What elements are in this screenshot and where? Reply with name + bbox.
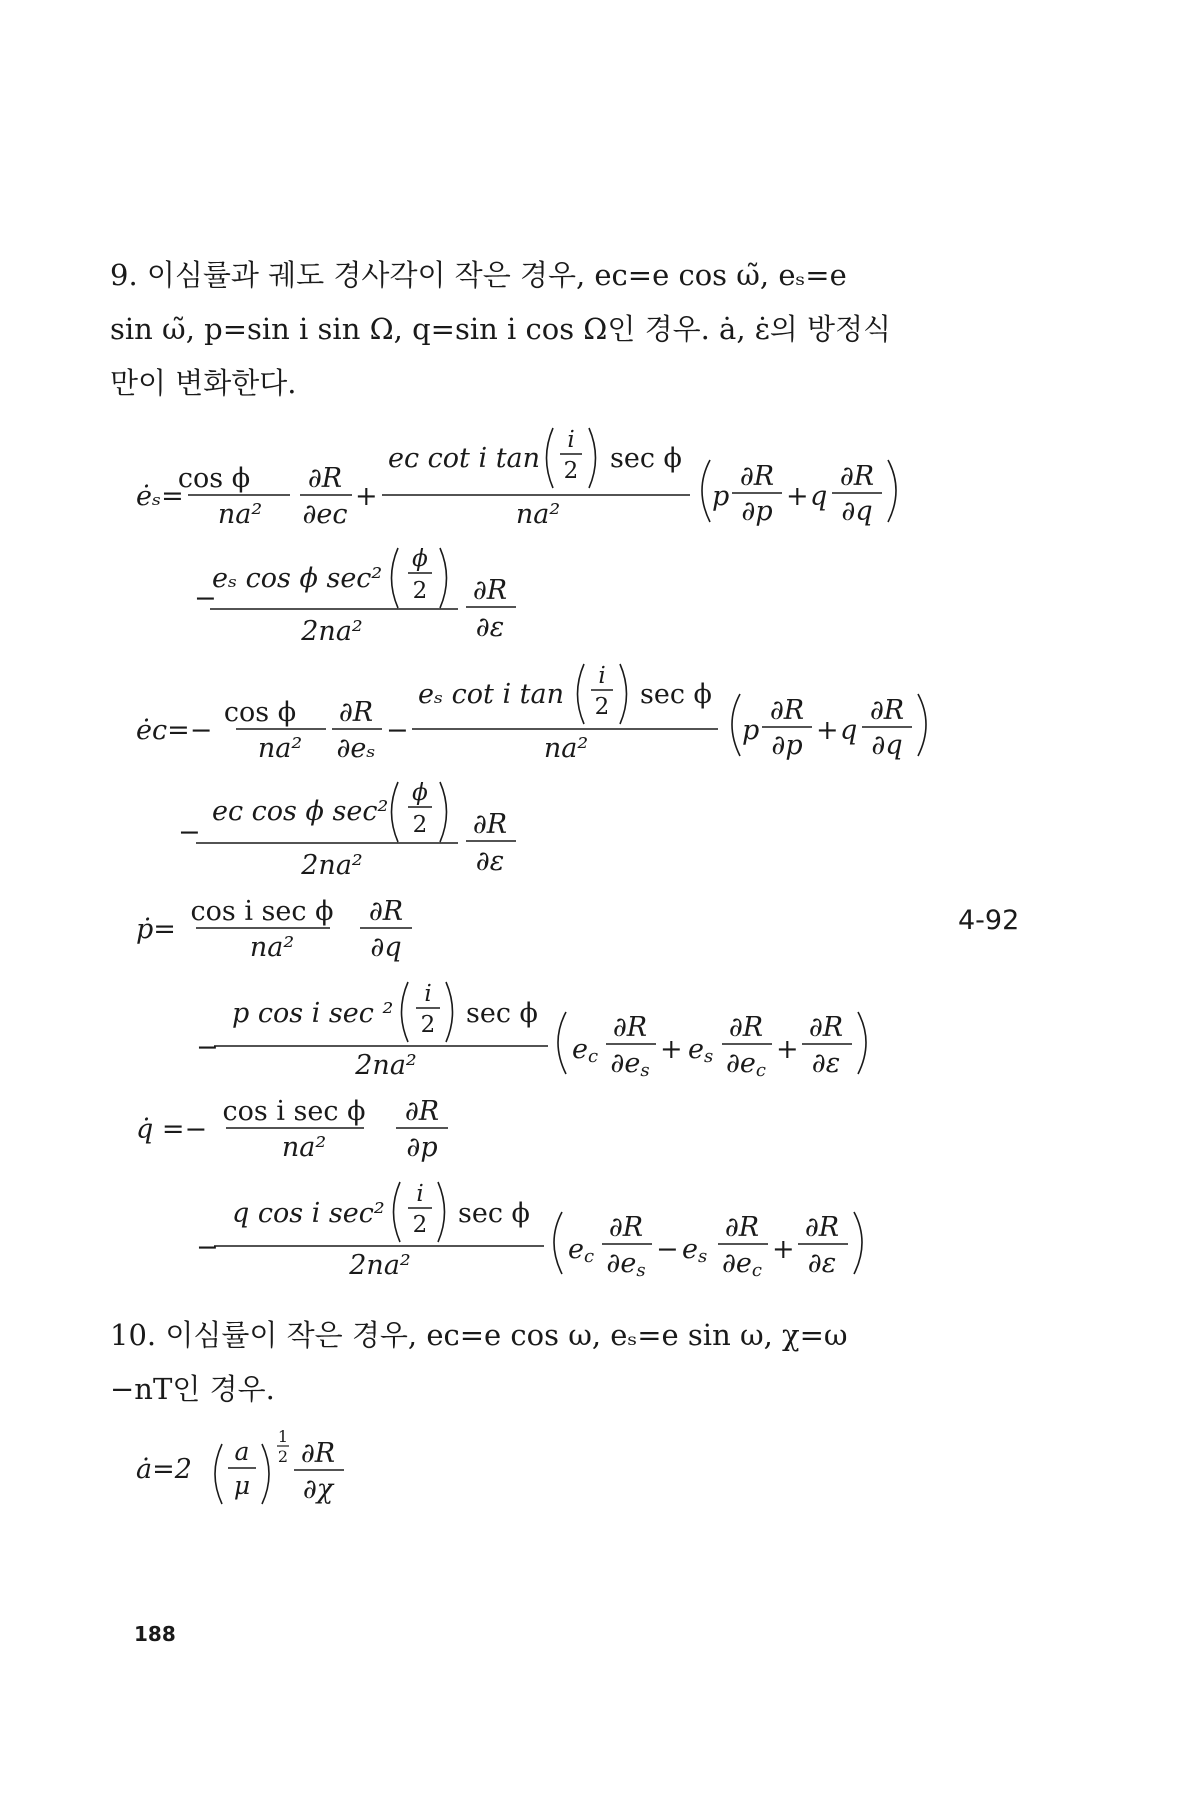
q-t2-den: 2na²: [349, 1250, 411, 1281]
section-10-number: 10.: [110, 1318, 157, 1352]
svg-text:∂ε: ∂ε: [475, 846, 505, 877]
equation-ec-dot: [136, 663, 926, 881]
a-dot-lhs: ȧ=2: [136, 1454, 192, 1485]
svg-text:2: 2: [412, 812, 428, 838]
q-t1-num: cos i sec ϕ: [222, 1096, 366, 1127]
a-dot-dR: ∂R: [300, 1438, 336, 1469]
svg-text:p: p: [742, 715, 760, 746]
svg-text:sec ϕ: sec ϕ: [640, 679, 712, 710]
p-dot-lhs: ṗ=: [136, 914, 176, 945]
svg-text:+: +: [772, 1234, 795, 1265]
es-q-term: q: [810, 481, 828, 512]
es-dRdp-num: ∂R: [739, 461, 775, 492]
ec-t2-num: eₛ cot i tan: [418, 679, 565, 710]
svg-text:∂R: ∂R: [612, 1012, 648, 1043]
ec-dot-lhs: ėᴄ=−: [136, 715, 213, 746]
equation-number: 4-92: [958, 905, 1020, 936]
ec-t1-num: cos ϕ: [223, 697, 297, 728]
svg-text:ec: ec: [572, 1034, 599, 1067]
section-9-line-1: 이심률과 궤도 경사각이 작은 경우, eᴄ=e cos ω̃, eₛ=e: [146, 258, 847, 292]
es-t1b-den: ∂eᴄ: [302, 499, 348, 530]
equation-a-dot: [136, 1427, 344, 1505]
svg-text:2: 2: [594, 694, 610, 720]
section-10-text: [110, 1308, 1020, 1416]
q-dot-lhs: q̇ =−: [136, 1114, 208, 1145]
es-t1-num: cos ϕ: [177, 463, 251, 494]
section-9-number: 9.: [110, 258, 138, 292]
svg-text:−: −: [178, 817, 201, 848]
es-plus: +: [355, 481, 378, 512]
section-9-line-2: sin ω̃, p=sin i sin Ω, q=sin i cos Ω인 경우. ȧ, ε̇의 방정식: [110, 312, 892, 346]
es-t2-den: na²: [515, 499, 561, 530]
svg-text:∂R: ∂R: [724, 1212, 760, 1243]
ec-t1b-num: ∂R: [338, 697, 374, 728]
a-dot-exp-num: 1: [277, 1427, 289, 1446]
ec-t3-den: 2na²: [301, 850, 363, 881]
q-t1b-num: ∂R: [404, 1096, 440, 1127]
svg-text:∂R: ∂R: [808, 1012, 844, 1043]
q-t2-num: q cos i sec²: [232, 1198, 385, 1229]
q-t1-den: na²: [281, 1132, 327, 1163]
es-p-term: p: [712, 481, 730, 512]
equation-q-dot: [136, 1096, 862, 1281]
equation-p-dot: [136, 896, 866, 1081]
svg-text:∂R: ∂R: [728, 1012, 764, 1043]
q-t1b-den: ∂p: [406, 1132, 438, 1163]
svg-text:∂ec: ∂ec: [725, 1048, 767, 1081]
section-9-line-3: 만이 변화한다.: [110, 366, 297, 400]
svg-text:i: i: [598, 663, 606, 689]
es-t1-den: na²: [217, 499, 263, 530]
p-t1b-den: ∂q: [370, 932, 402, 963]
es-dRde-num: ∂R: [472, 575, 508, 606]
es-dRde-den: ∂ε: [475, 612, 505, 643]
es-t3-den: 2na²: [301, 616, 363, 647]
svg-text:∂es: ∂es: [610, 1048, 650, 1081]
p-t1-num: cos i sec ϕ: [190, 896, 334, 927]
svg-text:∂R: ∂R: [608, 1212, 644, 1243]
svg-text:−: −: [196, 1032, 219, 1063]
svg-text:sec ϕ: sec ϕ: [466, 998, 538, 1029]
section-10-line-2: −nT인 경우.: [110, 1372, 275, 1406]
svg-text:+: +: [816, 715, 839, 746]
a-dot-dchi: ∂χ: [302, 1474, 334, 1505]
svg-text:∂q: ∂q: [871, 730, 903, 761]
es-t3-num: eₛ cos ϕ sec²: [212, 563, 383, 594]
svg-text:i: i: [416, 1181, 424, 1207]
ec-t3-num: eᴄ cos ϕ sec²: [212, 796, 389, 827]
section-10-line-1: 이심률이 작은 경우, eᴄ=e cos ω, eₛ=e sin ω, χ=ω: [165, 1318, 848, 1352]
es-half-i-den: 2: [563, 458, 579, 484]
es-dRdp-den: ∂p: [741, 496, 773, 527]
a-dot-exp-den: 2: [277, 1447, 289, 1466]
es-t2-num: eᴄ cot i tan: [388, 443, 541, 474]
ec-t2-den: na²: [543, 733, 589, 764]
p-t2-num: p cos i sec ²: [232, 998, 394, 1029]
svg-text:ec: ec: [568, 1234, 595, 1267]
svg-text:2: 2: [420, 1012, 436, 1038]
svg-text:−: −: [656, 1234, 679, 1265]
p-t1b-num: ∂R: [368, 896, 404, 927]
es-half-i-num: i: [567, 427, 575, 453]
svg-text:+: +: [660, 1034, 683, 1065]
svg-text:∂es: ∂es: [606, 1248, 646, 1281]
a-dot-a: a: [234, 1437, 250, 1466]
es-dRdq-den: ∂q: [841, 496, 873, 527]
ec-t1-den: na²: [257, 733, 303, 764]
es-t1b-num: ∂R: [307, 463, 343, 494]
ec-t1b-den: ∂eₛ: [336, 733, 376, 764]
svg-text:∂R: ∂R: [769, 695, 805, 726]
page-number: 188: [134, 1622, 176, 1646]
equation-es-dot: [136, 427, 896, 647]
es-sec: sec ϕ: [610, 443, 682, 474]
svg-text:es: es: [688, 1034, 714, 1067]
svg-text:2: 2: [412, 1212, 428, 1238]
es-dRdq-num: ∂R: [839, 461, 875, 492]
svg-text:−: −: [194, 583, 217, 614]
svg-text:sec ϕ: sec ϕ: [458, 1198, 530, 1229]
a-dot-mu: μ: [233, 1471, 251, 1500]
svg-text:ϕ: ϕ: [412, 780, 428, 806]
es-dot-lhs: ėₛ=: [136, 481, 184, 512]
svg-text:∂p: ∂p: [771, 730, 803, 761]
svg-text:q: q: [840, 715, 858, 746]
svg-text:∂R: ∂R: [804, 1212, 840, 1243]
svg-text:−: −: [196, 1232, 219, 1263]
p-t1-den: na²: [249, 932, 295, 963]
svg-text:−: −: [386, 715, 409, 746]
svg-text:+: +: [786, 481, 809, 512]
svg-text:+: +: [776, 1034, 799, 1065]
svg-text:∂R: ∂R: [472, 809, 508, 840]
es-half-phi-num: ϕ: [412, 546, 428, 572]
svg-text:es: es: [682, 1234, 708, 1267]
p-t2-den: 2na²: [355, 1050, 417, 1081]
svg-text:∂ε: ∂ε: [807, 1248, 837, 1279]
svg-text:i: i: [424, 981, 432, 1007]
svg-text:∂ec: ∂ec: [721, 1248, 763, 1281]
svg-text:∂ε: ∂ε: [811, 1048, 841, 1079]
es-half-phi-den: 2: [412, 578, 428, 604]
svg-text:∂R: ∂R: [869, 695, 905, 726]
